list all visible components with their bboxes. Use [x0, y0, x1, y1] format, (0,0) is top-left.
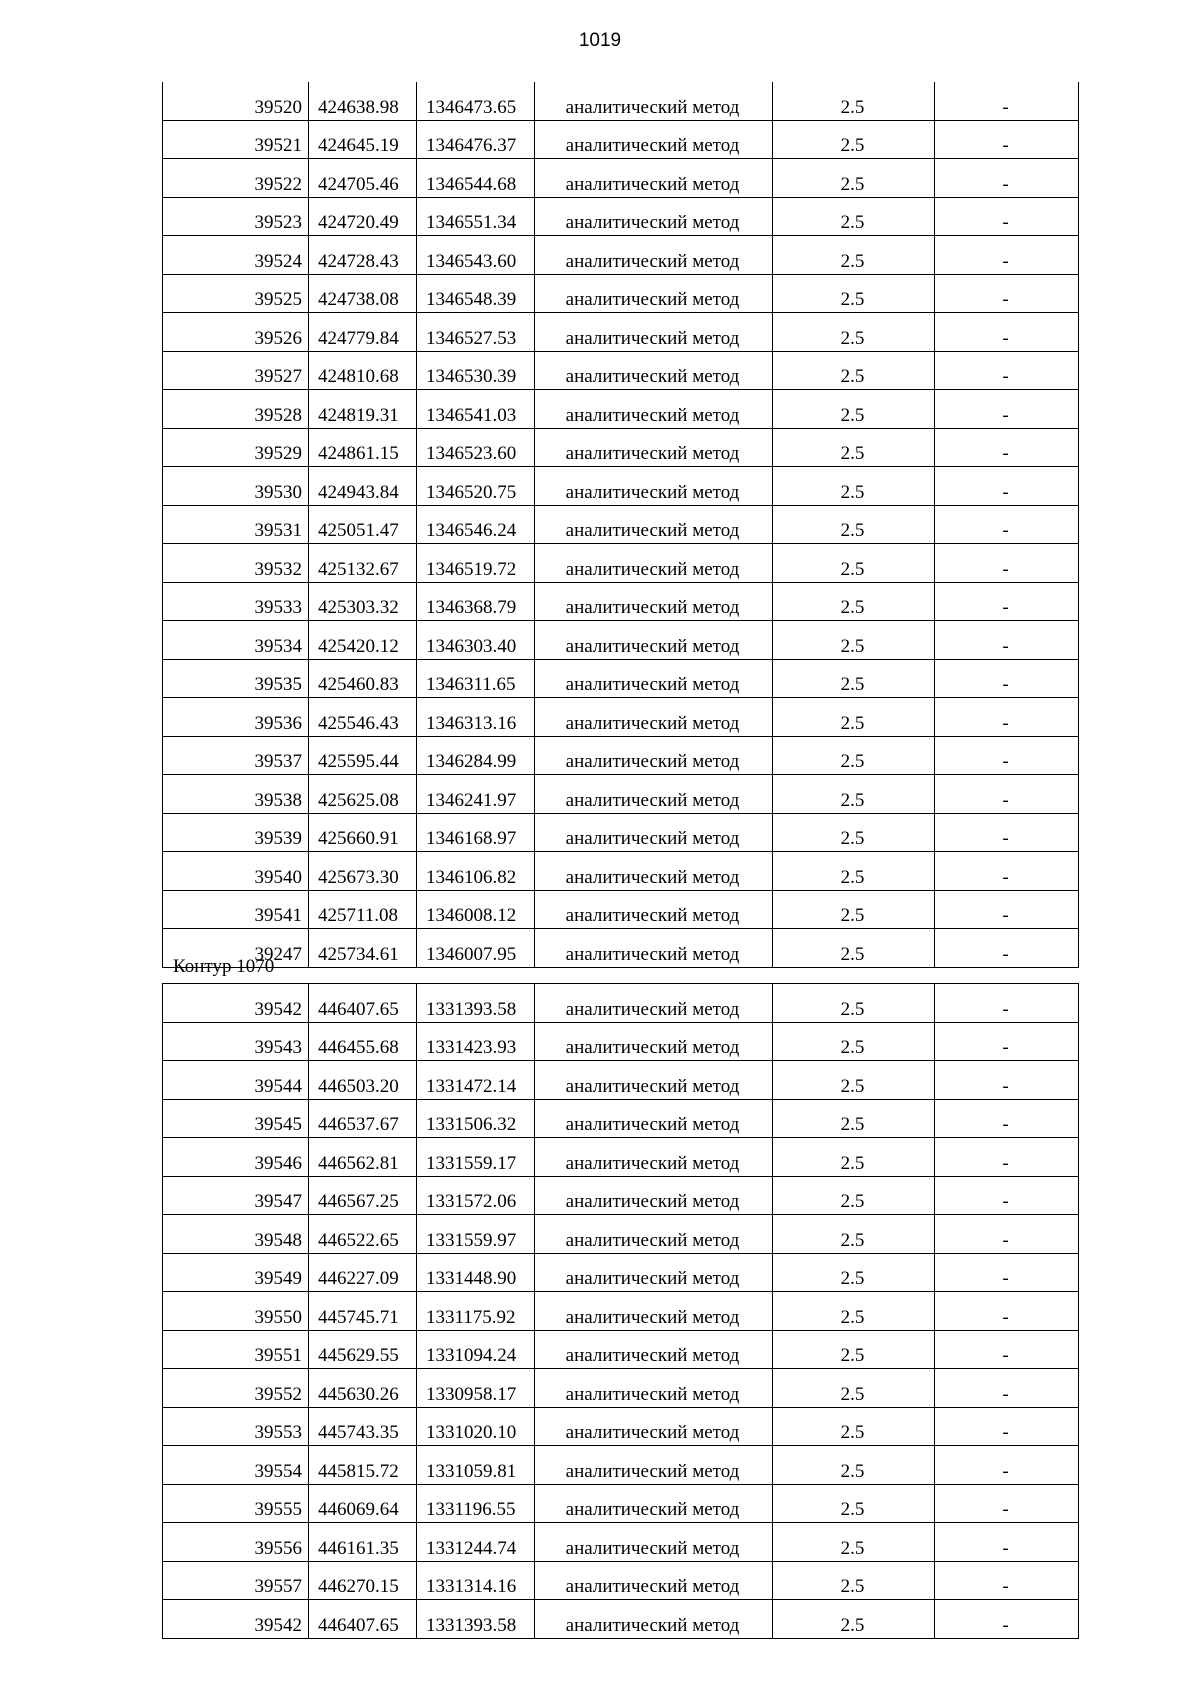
table-row: [163, 698, 1079, 737]
y-coordinate-cell: 1346523.60: [417, 428, 535, 467]
y-coordinate-cell: 1346313.16: [417, 698, 535, 737]
table-row: [163, 1600, 1079, 1639]
accuracy-cell: 2.5: [773, 1600, 935, 1639]
method-cell: аналитический метод: [535, 929, 773, 968]
method-cell: аналитический метод: [535, 1523, 773, 1562]
x-coordinate-cell: 425303.32: [309, 582, 417, 621]
point-number-cell: 39541: [163, 890, 309, 929]
point-number-cell: 39524: [163, 236, 309, 275]
accuracy-cell: 2.5: [773, 1407, 935, 1446]
table-row: [163, 351, 1079, 390]
table-row: [163, 1523, 1079, 1562]
y-coordinate-cell: 1331423.93: [417, 1022, 535, 1061]
note-cell: -: [935, 159, 1079, 198]
accuracy-cell: 2.5: [773, 1099, 935, 1138]
method-cell: аналитический метод: [535, 274, 773, 313]
y-coordinate-cell: 1346241.97: [417, 775, 535, 814]
table-body: [163, 984, 1079, 1639]
table-row: [163, 984, 1079, 1023]
note-cell: -: [935, 621, 1079, 660]
y-coordinate-cell: 1331559.97: [417, 1215, 535, 1254]
coordinates-table-1: [162, 82, 1079, 968]
point-number-cell: 39525: [163, 274, 309, 313]
table-body: [163, 82, 1079, 967]
point-number-cell: 39540: [163, 852, 309, 891]
point-number-cell: 39529: [163, 428, 309, 467]
accuracy-cell: 2.5: [773, 1215, 935, 1254]
y-coordinate-cell: 1346008.12: [417, 890, 535, 929]
point-number-cell: 39549: [163, 1253, 309, 1292]
x-coordinate-cell: 446455.68: [309, 1022, 417, 1061]
method-cell: аналитический метод: [535, 1407, 773, 1446]
y-coordinate-cell: 1346548.39: [417, 274, 535, 313]
x-coordinate-cell: 445629.55: [309, 1330, 417, 1369]
note-cell: -: [935, 351, 1079, 390]
x-coordinate-cell: 446407.65: [309, 1600, 417, 1639]
note-cell: -: [935, 236, 1079, 275]
method-cell: аналитический метод: [535, 890, 773, 929]
table-row: [163, 1061, 1079, 1100]
x-coordinate-cell: 445745.71: [309, 1292, 417, 1331]
accuracy-cell: 2.5: [773, 197, 935, 236]
table-row: [163, 1407, 1079, 1446]
note-cell: -: [935, 505, 1079, 544]
accuracy-cell: 2.5: [773, 236, 935, 275]
note-cell: -: [935, 313, 1079, 352]
accuracy-cell: 2.5: [773, 659, 935, 698]
accuracy-cell: 2.5: [773, 621, 935, 660]
point-number-cell: 39522: [163, 159, 309, 198]
x-coordinate-cell: 425595.44: [309, 736, 417, 775]
point-number-cell: 39543: [163, 1022, 309, 1061]
method-cell: аналитический метод: [535, 852, 773, 891]
y-coordinate-cell: 1346530.39: [417, 351, 535, 390]
x-coordinate-cell: 445815.72: [309, 1446, 417, 1485]
x-coordinate-cell: 424861.15: [309, 428, 417, 467]
x-coordinate-cell: 425420.12: [309, 621, 417, 660]
y-coordinate-cell: 1346168.97: [417, 813, 535, 852]
method-cell: аналитический метод: [535, 659, 773, 698]
x-coordinate-cell: 425673.30: [309, 852, 417, 891]
method-cell: аналитический метод: [535, 1446, 773, 1485]
method-cell: аналитический метод: [535, 1061, 773, 1100]
y-coordinate-cell: 1346543.60: [417, 236, 535, 275]
note-cell: -: [935, 390, 1079, 429]
point-number-cell: 39535: [163, 659, 309, 698]
point-number-cell: 39539: [163, 813, 309, 852]
table-row: [163, 621, 1079, 660]
accuracy-cell: 2.5: [773, 1022, 935, 1061]
note-cell: -: [935, 582, 1079, 621]
table-row: [163, 428, 1079, 467]
point-number-cell: 39542: [163, 984, 309, 1023]
note-cell: -: [935, 1176, 1079, 1215]
note-cell: -: [935, 1022, 1079, 1061]
y-coordinate-cell: 1331572.06: [417, 1176, 535, 1215]
point-number-cell: 39547: [163, 1176, 309, 1215]
note-cell: -: [935, 984, 1079, 1023]
y-coordinate-cell: 1346520.75: [417, 467, 535, 506]
point-number-cell: 39544: [163, 1061, 309, 1100]
point-number-cell: 39550: [163, 1292, 309, 1331]
table-row: [163, 1138, 1079, 1177]
table-row: [163, 582, 1079, 621]
y-coordinate-cell: 1331196.55: [417, 1484, 535, 1523]
accuracy-cell: 2.5: [773, 929, 935, 968]
method-cell: аналитический метод: [535, 351, 773, 390]
accuracy-cell: 2.5: [773, 698, 935, 737]
y-coordinate-cell: 1346007.95: [417, 929, 535, 968]
x-coordinate-cell: 446537.67: [309, 1099, 417, 1138]
method-cell: аналитический метод: [535, 159, 773, 198]
note-cell: -: [935, 428, 1079, 467]
accuracy-cell: 2.5: [773, 467, 935, 506]
y-coordinate-cell: 1331020.10: [417, 1407, 535, 1446]
table-row: [163, 197, 1079, 236]
x-coordinate-cell: 424810.68: [309, 351, 417, 390]
method-cell: аналитический метод: [535, 544, 773, 583]
x-coordinate-cell: 445743.35: [309, 1407, 417, 1446]
table-row: [163, 467, 1079, 506]
point-number-cell: 39551: [163, 1330, 309, 1369]
accuracy-cell: 2.5: [773, 984, 935, 1023]
method-cell: аналитический метод: [535, 236, 773, 275]
y-coordinate-cell: 1331094.24: [417, 1330, 535, 1369]
point-number-cell: 39532: [163, 544, 309, 583]
x-coordinate-cell: 446161.35: [309, 1523, 417, 1562]
y-coordinate-cell: 1346541.03: [417, 390, 535, 429]
accuracy-cell: 2.5: [773, 736, 935, 775]
note-cell: -: [935, 1292, 1079, 1331]
x-coordinate-cell: 424638.98: [309, 82, 417, 120]
method-cell: аналитический метод: [535, 1253, 773, 1292]
table-row: [163, 929, 1079, 968]
y-coordinate-cell: 1331393.58: [417, 984, 535, 1023]
accuracy-cell: 2.5: [773, 82, 935, 120]
accuracy-cell: 2.5: [773, 813, 935, 852]
method-cell: аналитический метод: [535, 1176, 773, 1215]
y-coordinate-cell: 1331448.90: [417, 1253, 535, 1292]
point-number-cell: 39530: [163, 467, 309, 506]
x-coordinate-cell: 446503.20: [309, 1061, 417, 1100]
x-coordinate-cell: 425660.91: [309, 813, 417, 852]
note-cell: -: [935, 120, 1079, 159]
x-coordinate-cell: 446069.64: [309, 1484, 417, 1523]
accuracy-cell: 2.5: [773, 274, 935, 313]
table-row: [163, 852, 1079, 891]
note-cell: -: [935, 736, 1079, 775]
table-row: [163, 775, 1079, 814]
accuracy-cell: 2.5: [773, 120, 935, 159]
method-cell: аналитический метод: [535, 428, 773, 467]
y-coordinate-cell: 1346284.99: [417, 736, 535, 775]
accuracy-cell: 2.5: [773, 890, 935, 929]
page-number: 1019: [578, 30, 622, 51]
note-cell: -: [935, 1484, 1079, 1523]
method-cell: аналитический метод: [535, 82, 773, 120]
accuracy-cell: 2.5: [773, 505, 935, 544]
accuracy-cell: 2.5: [773, 1292, 935, 1331]
accuracy-cell: 2.5: [773, 351, 935, 390]
x-coordinate-cell: 424645.19: [309, 120, 417, 159]
method-cell: аналитический метод: [535, 1600, 773, 1639]
table-row: [163, 1176, 1079, 1215]
y-coordinate-cell: 1346546.24: [417, 505, 535, 544]
x-coordinate-cell: 425625.08: [309, 775, 417, 814]
method-cell: аналитический метод: [535, 582, 773, 621]
point-number-cell: 39531: [163, 505, 309, 544]
table-row: [163, 82, 1079, 120]
point-number-cell: 39520: [163, 82, 309, 120]
accuracy-cell: 2.5: [773, 582, 935, 621]
method-cell: аналитический метод: [535, 120, 773, 159]
x-coordinate-cell: 424728.43: [309, 236, 417, 275]
note-cell: -: [935, 813, 1079, 852]
point-number-cell: 39528: [163, 390, 309, 429]
point-number-cell: 39545: [163, 1099, 309, 1138]
table-row: [163, 659, 1079, 698]
table-row: [163, 1215, 1079, 1254]
method-cell: аналитический метод: [535, 197, 773, 236]
note-cell: -: [935, 1523, 1079, 1562]
accuracy-cell: 2.5: [773, 1138, 935, 1177]
x-coordinate-cell: 425132.67: [309, 544, 417, 583]
point-number-cell: 39533: [163, 582, 309, 621]
y-coordinate-cell: 1331314.16: [417, 1561, 535, 1600]
point-number-cell: 39534: [163, 621, 309, 660]
table-row: [163, 544, 1079, 583]
method-cell: аналитический метод: [535, 698, 773, 737]
table-row: [163, 1292, 1079, 1331]
note-cell: -: [935, 1600, 1079, 1639]
y-coordinate-cell: 1331175.92: [417, 1292, 535, 1331]
method-cell: аналитический метод: [535, 390, 773, 429]
x-coordinate-cell: 424738.08: [309, 274, 417, 313]
table-row: [163, 1369, 1079, 1408]
method-cell: аналитический метод: [535, 1369, 773, 1408]
note-cell: -: [935, 659, 1079, 698]
section-label-kontur: Контур 1070: [173, 956, 275, 977]
table-row: [163, 890, 1079, 929]
y-coordinate-cell: 1346551.34: [417, 197, 535, 236]
note-cell: -: [935, 1099, 1079, 1138]
x-coordinate-cell: 425546.43: [309, 698, 417, 737]
y-coordinate-cell: 1331472.14: [417, 1061, 535, 1100]
y-coordinate-cell: 1346519.72: [417, 544, 535, 583]
x-coordinate-cell: 424819.31: [309, 390, 417, 429]
table-row: [163, 1446, 1079, 1485]
point-number-cell: 39526: [163, 313, 309, 352]
method-cell: аналитический метод: [535, 1330, 773, 1369]
table-row: [163, 1022, 1079, 1061]
x-coordinate-cell: 425460.83: [309, 659, 417, 698]
point-number-cell: 39556: [163, 1523, 309, 1562]
accuracy-cell: 2.5: [773, 544, 935, 583]
x-coordinate-cell: 446407.65: [309, 984, 417, 1023]
method-cell: аналитический метод: [535, 1022, 773, 1061]
note-cell: -: [935, 82, 1079, 120]
method-cell: аналитический метод: [535, 1484, 773, 1523]
x-coordinate-cell: 446562.81: [309, 1138, 417, 1177]
x-coordinate-cell: 446270.15: [309, 1561, 417, 1600]
accuracy-cell: 2.5: [773, 313, 935, 352]
accuracy-cell: 2.5: [773, 1330, 935, 1369]
table-row: [163, 1561, 1079, 1600]
table-row: [163, 159, 1079, 198]
accuracy-cell: 2.5: [773, 852, 935, 891]
method-cell: аналитический метод: [535, 1138, 773, 1177]
x-coordinate-cell: 424705.46: [309, 159, 417, 198]
method-cell: аналитический метод: [535, 1099, 773, 1138]
y-coordinate-cell: 1346368.79: [417, 582, 535, 621]
point-number-cell: 39536: [163, 698, 309, 737]
y-coordinate-cell: 1346106.82: [417, 852, 535, 891]
note-cell: -: [935, 1215, 1079, 1254]
y-coordinate-cell: 1346544.68: [417, 159, 535, 198]
method-cell: аналитический метод: [535, 505, 773, 544]
note-cell: -: [935, 929, 1079, 968]
point-number-cell: 39542: [163, 1600, 309, 1639]
accuracy-cell: 2.5: [773, 1176, 935, 1215]
y-coordinate-cell: 1346311.65: [417, 659, 535, 698]
point-number-cell: 39554: [163, 1446, 309, 1485]
x-coordinate-cell: 446227.09: [309, 1253, 417, 1292]
point-number-cell: 39537: [163, 736, 309, 775]
note-cell: -: [935, 1330, 1079, 1369]
table-row: [163, 1330, 1079, 1369]
y-coordinate-cell: 1346473.65: [417, 82, 535, 120]
note-cell: -: [935, 1561, 1079, 1600]
note-cell: -: [935, 197, 1079, 236]
accuracy-cell: 2.5: [773, 1369, 935, 1408]
accuracy-cell: 2.5: [773, 390, 935, 429]
note-cell: -: [935, 1138, 1079, 1177]
note-cell: -: [935, 1253, 1079, 1292]
point-number-cell: 39523: [163, 197, 309, 236]
x-coordinate-cell: 425734.61: [309, 929, 417, 968]
method-cell: аналитический метод: [535, 621, 773, 660]
point-number-cell: 39555: [163, 1484, 309, 1523]
x-coordinate-cell: 424720.49: [309, 197, 417, 236]
table-row: [163, 1253, 1079, 1292]
y-coordinate-cell: 1331244.74: [417, 1523, 535, 1562]
note-cell: -: [935, 274, 1079, 313]
point-number-cell: 39546: [163, 1138, 309, 1177]
y-coordinate-cell: 1331559.17: [417, 1138, 535, 1177]
x-coordinate-cell: 446567.25: [309, 1176, 417, 1215]
accuracy-cell: 2.5: [773, 428, 935, 467]
x-coordinate-cell: 424943.84: [309, 467, 417, 506]
table-row: [163, 1099, 1079, 1138]
point-number-cell: 39557: [163, 1561, 309, 1600]
x-coordinate-cell: 424779.84: [309, 313, 417, 352]
y-coordinate-cell: 1346476.37: [417, 120, 535, 159]
table-row: [163, 236, 1079, 275]
note-cell: -: [935, 1369, 1079, 1408]
accuracy-cell: 2.5: [773, 1446, 935, 1485]
note-cell: -: [935, 852, 1079, 891]
method-cell: аналитический метод: [535, 467, 773, 506]
accuracy-cell: 2.5: [773, 1484, 935, 1523]
accuracy-cell: 2.5: [773, 1523, 935, 1562]
method-cell: аналитический метод: [535, 1561, 773, 1600]
point-number-cell: 39527: [163, 351, 309, 390]
table-row: [163, 120, 1079, 159]
y-coordinate-cell: 1331393.58: [417, 1600, 535, 1639]
y-coordinate-cell: 1346303.40: [417, 621, 535, 660]
method-cell: аналитический метод: [535, 813, 773, 852]
point-number-cell: 39521: [163, 120, 309, 159]
note-cell: -: [935, 1446, 1079, 1485]
accuracy-cell: 2.5: [773, 1253, 935, 1292]
point-number-cell: 39548: [163, 1215, 309, 1254]
note-cell: -: [935, 890, 1079, 929]
accuracy-cell: 2.5: [773, 775, 935, 814]
method-cell: аналитический метод: [535, 1292, 773, 1331]
table-row: [163, 274, 1079, 313]
table-row: [163, 505, 1079, 544]
x-coordinate-cell: 446522.65: [309, 1215, 417, 1254]
note-cell: -: [935, 1407, 1079, 1446]
coordinates-table-2: [162, 983, 1079, 1639]
y-coordinate-cell: 1331059.81: [417, 1446, 535, 1485]
method-cell: аналитический метод: [535, 775, 773, 814]
x-coordinate-cell: 425711.08: [309, 890, 417, 929]
note-cell: -: [935, 467, 1079, 506]
point-number-cell: 39538: [163, 775, 309, 814]
x-coordinate-cell: 445630.26: [309, 1369, 417, 1408]
note-cell: -: [935, 698, 1079, 737]
method-cell: аналитический метод: [535, 984, 773, 1023]
x-coordinate-cell: 425051.47: [309, 505, 417, 544]
y-coordinate-cell: 1330958.17: [417, 1369, 535, 1408]
note-cell: -: [935, 775, 1079, 814]
y-coordinate-cell: 1331506.32: [417, 1099, 535, 1138]
table-row: [163, 1484, 1079, 1523]
note-cell: -: [935, 1061, 1079, 1100]
table-row: [163, 390, 1079, 429]
accuracy-cell: 2.5: [773, 1061, 935, 1100]
table-row: [163, 313, 1079, 352]
method-cell: аналитический метод: [535, 736, 773, 775]
table-row: [163, 813, 1079, 852]
accuracy-cell: 2.5: [773, 1561, 935, 1600]
method-cell: аналитический метод: [535, 313, 773, 352]
accuracy-cell: 2.5: [773, 159, 935, 198]
point-number-cell: 39552: [163, 1369, 309, 1408]
note-cell: -: [935, 544, 1079, 583]
table-row: [163, 736, 1079, 775]
method-cell: аналитический метод: [535, 1215, 773, 1254]
point-number-cell: 39247: [163, 929, 309, 968]
point-number-cell: 39553: [163, 1407, 309, 1446]
y-coordinate-cell: 1346527.53: [417, 313, 535, 352]
